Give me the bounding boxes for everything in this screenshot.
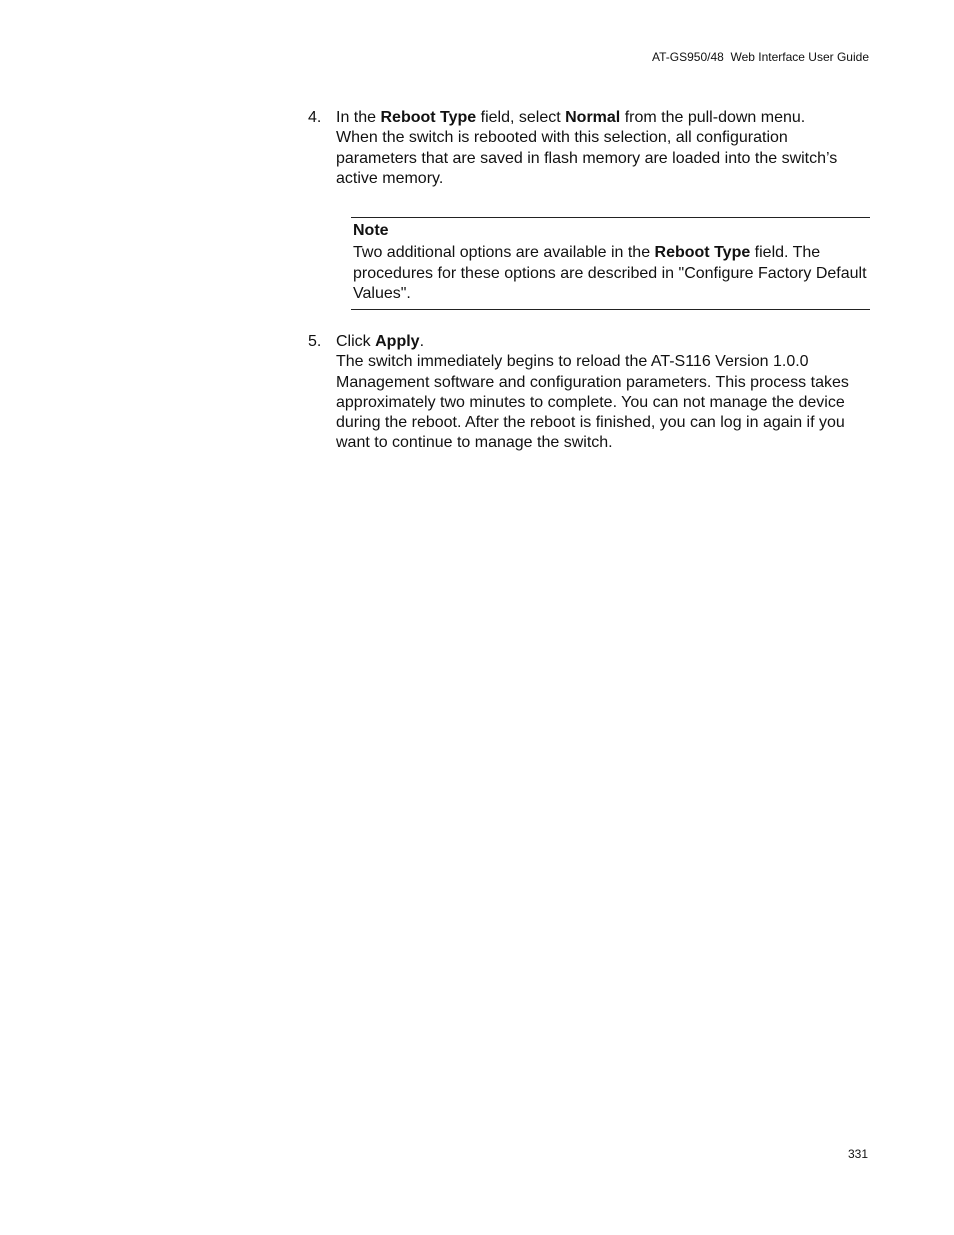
running-header: AT-GS950/48 Web Interface User Guide: [652, 50, 869, 64]
step-text: from the pull-down menu.: [620, 109, 806, 126]
step-instruction: [336, 108, 870, 189]
step-number: 4.: [308, 109, 322, 126]
step-text: In the: [336, 109, 381, 126]
step-instruction: [336, 332, 870, 454]
note-title: Note: [353, 222, 389, 239]
ui-term-normal: Normal: [565, 109, 621, 126]
ui-term-apply: Apply: [375, 333, 420, 350]
step-text: .: [419, 333, 425, 350]
note-text-part: Two additional options are available in the: [353, 244, 655, 262]
page-number: 331: [847, 1147, 868, 1161]
step-text: Click: [336, 333, 376, 350]
step-5: [308, 332, 870, 454]
ui-term-reboot-type: Reboot Type: [654, 244, 751, 262]
note-text-part: field. The procedures for these options are described in "Configure Factory Default Values".: [353, 244, 867, 302]
step-number: 5.: [308, 333, 322, 350]
step-detail: The switch immediately begins to reload the AT-S116 Version 1.0.0 Management software and configuration parameters. This process takes approximately two minutes to complete. You can not manage the device during the reboot. After the reboot is finished, you can log in again if you want to continue to manage the switch.: [336, 353, 849, 452]
note-text: [353, 243, 870, 304]
step-4: [308, 108, 870, 189]
note-box: [351, 217, 870, 310]
ui-term-reboot-type: Reboot Type: [380, 109, 477, 126]
step-text: field, select: [476, 109, 566, 126]
step-detail: When the switch is rebooted with this selection, all configuration parameters that are saved in flash memory are loaded into the switch’s active memory.: [336, 129, 838, 187]
